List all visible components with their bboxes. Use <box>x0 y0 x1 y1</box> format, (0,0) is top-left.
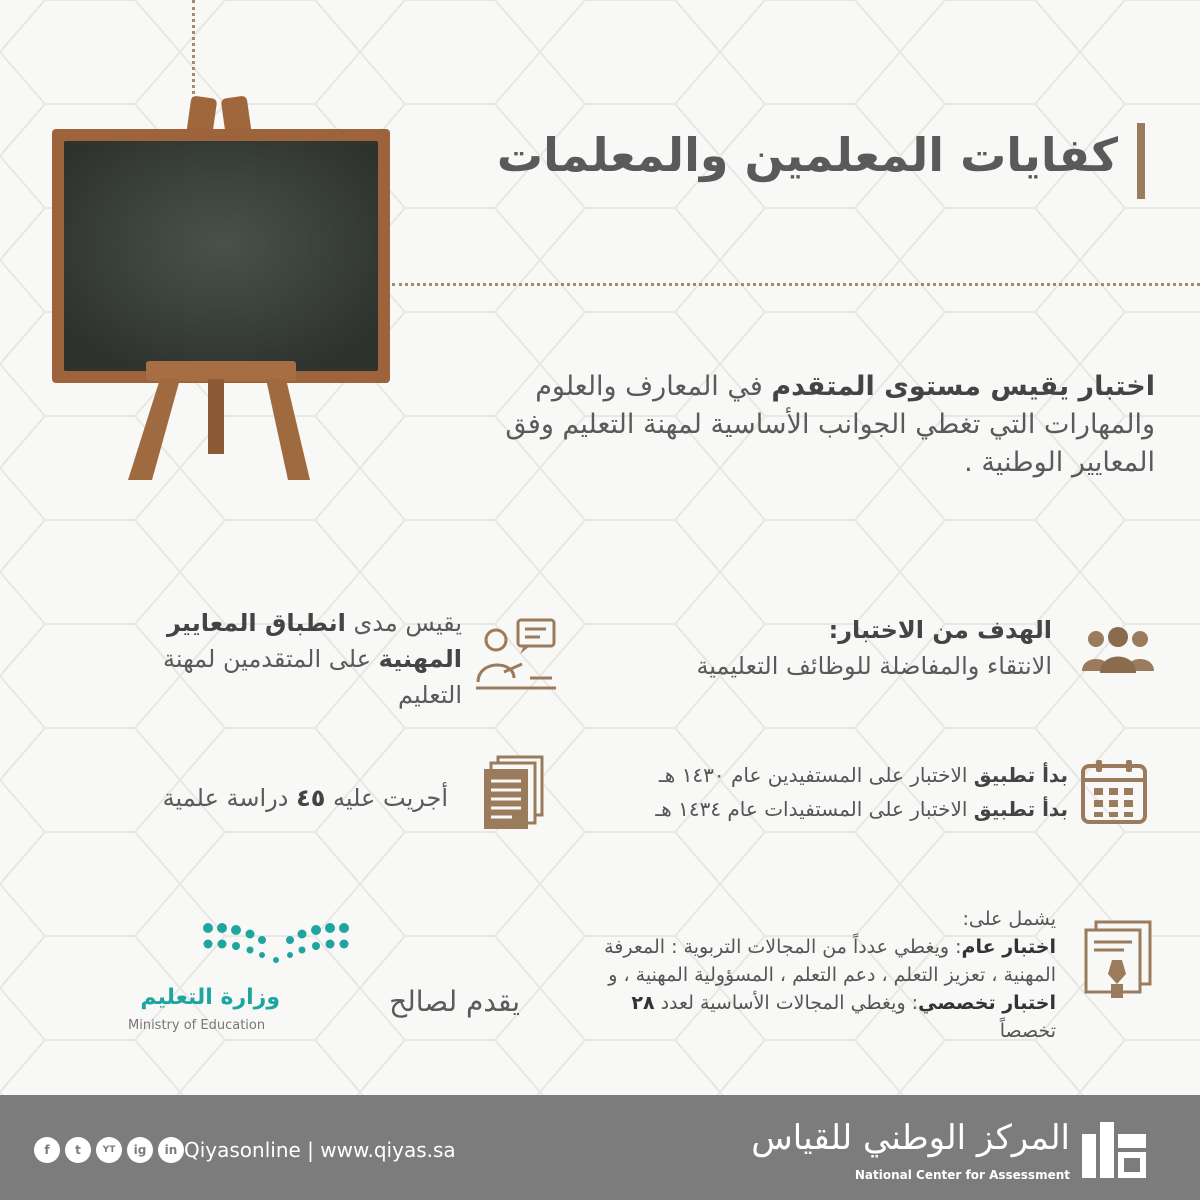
application-block <box>548 758 1068 826</box>
instagram-icon[interactable]: ig <box>127 1137 153 1163</box>
application-bold-1: بدأ تطبيق <box>973 763 1068 787</box>
linkedin-icon[interactable]: in <box>158 1137 184 1163</box>
includes-special-text: : ويغطي المجالات الأساسية لعدد <box>654 992 919 1014</box>
users-group-icon <box>1080 625 1156 675</box>
studies-suffix: دراسة علمية <box>162 784 297 812</box>
includes-heading: يشمل على: <box>962 908 1056 930</box>
application-line-2 <box>548 792 1068 826</box>
measures-prefix: يقيس مدى <box>345 609 462 637</box>
nca-name-ar: المركز الوطني للقياس <box>751 1118 1070 1158</box>
measures-bold: انطباق المعايير المهنية <box>166 609 462 673</box>
nca-name-en: National Center for Assessment <box>854 1168 1070 1182</box>
ministry-logo-icon <box>196 918 356 968</box>
application-line-1 <box>548 758 1068 792</box>
includes-special-end: تخصصاً <box>999 1020 1056 1042</box>
documents-stack-icon <box>482 755 544 831</box>
includes-body <box>576 933 1056 1045</box>
goal-text: الانتقاء والمفاضلة للوظائف التعليمية <box>696 652 1052 680</box>
dashed-line-vertical <box>192 0 195 100</box>
presented-for-label: يقدم لصالح <box>389 985 520 1018</box>
website-link[interactable]: Qiyasonline | www.qiyas.sa <box>184 1138 456 1162</box>
calendar-icon <box>1080 758 1148 826</box>
application-text-1: الاختبار على المستفيدين عام ١٤٣٠ هـ <box>658 763 974 787</box>
includes-block <box>576 905 1056 1045</box>
goal-block <box>572 612 1052 684</box>
intro-bold: اختبار يقيس مستوى المتقدم <box>771 371 1155 402</box>
youtube-icon[interactable]: YT <box>96 1137 122 1163</box>
certificate-pen-icon <box>1082 918 1154 1002</box>
intro-paragraph <box>435 368 1155 482</box>
measures-block <box>102 605 462 713</box>
teacher-presentation-icon <box>474 618 558 694</box>
nca-logo-icon <box>1080 1118 1148 1180</box>
measures-suffix: على المتقدمين لمهنة التعليم <box>162 645 462 709</box>
includes-special-number: ٢٨ <box>631 992 655 1014</box>
social-links <box>34 1137 184 1163</box>
includes-general-text: : ويغطي عدداً من المجالات التربوية : المعرفة المهنية ، تعزيز التعلم ، دعم التعلم ، المسؤولية المهنية ، و <box>604 936 1056 986</box>
studies-number: ٤٥ <box>296 784 326 812</box>
page-title: كفايات المعلمين والمعلمات <box>496 128 1118 182</box>
chalkboard-easel-icon <box>48 95 398 485</box>
intro-text: في المعارف والعلوم والمهارات التي تغطي الجوانب الأساسية لمهنة التعليم وفق المعايير الوطنية . <box>505 371 1155 478</box>
application-bold-2: بدأ تطبيق <box>973 797 1068 821</box>
goal-label: الهدف من الاختبار: <box>828 616 1052 644</box>
studies-prefix: أجريت عليه <box>325 784 448 812</box>
application-text-2: الاختبار على المستفيدات عام ١٤٣٤ هـ <box>655 797 974 821</box>
ministry-name-ar: وزارة التعليم <box>140 985 280 1010</box>
studies-block <box>88 780 448 816</box>
dashed-line-horizontal <box>392 283 1200 286</box>
includes-general-bold: اختبار عام <box>961 936 1056 958</box>
twitter-icon[interactable]: t <box>65 1137 91 1163</box>
ministry-name-en: Ministry of Education <box>128 1018 266 1033</box>
includes-special-bold: اختبار تخصصي <box>918 992 1056 1014</box>
title-accent-bar <box>1137 123 1145 199</box>
facebook-icon[interactable]: f <box>34 1137 60 1163</box>
